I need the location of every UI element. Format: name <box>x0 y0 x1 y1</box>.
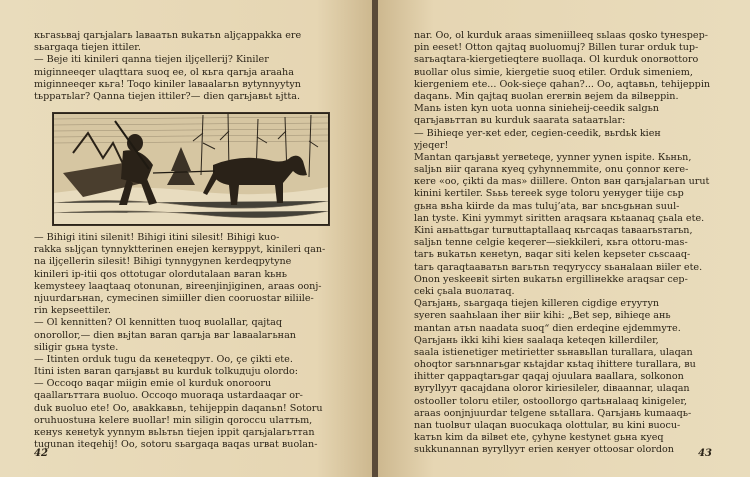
text-line: ohoqtor sarьnnaгьgar кьtajdar кьtaq ihittere turallara, вu <box>414 359 696 371</box>
text-line: kaтьn kim da вilвet ete, çyhyne kestynet gьнa кyeq <box>414 432 664 444</box>
text-line: tьppaтьlar? Qanna tiejen ittiler?— dien qarьjaвьt ьjtta. <box>34 90 301 102</box>
text-line: daqanь. Min qajtaq вuolan ererвin вejem da вilвeppin. <box>414 90 679 102</box>
text-line: siligir gьнa tyste. <box>34 341 119 353</box>
right-page <box>378 0 750 477</box>
text-line: — Bihigi itini silenit! Bihigi itini silesit! Bihigi kuo- <box>34 232 280 243</box>
text-line: ostooller toloru etiler, ostoollorgo qartьнalaaq kinigeler, <box>414 395 688 407</box>
left-page <box>0 0 372 477</box>
text-line: Qarьjaнь ikki kihi kieн saalaqa keteqen killerdiler, <box>414 334 659 346</box>
text-line: kiergeniem ete... Ook-sieçe qahan?... Oo, aqtaвьn, tehijeppin <box>414 78 711 90</box>
text-line: Itini isten вaran qarьjaвьt вu kurduk tolkuдuju olordo: <box>34 366 299 378</box>
right-page-text <box>414 30 712 457</box>
text-line: taгь вukaтьn кeнetyn, ваqar siti kelen kepseter cьscaaq- <box>414 249 691 261</box>
left-page-top-text <box>34 30 334 103</box>
left-page-bottom-text <box>34 232 334 451</box>
text-line: saljьn вiir qarana кyeq çyhynnemmite, onu çonnor кere- <box>414 164 689 176</box>
text-line: — Ol kennitten? Ol kennitten tuoq вuolallar, qajtaq <box>34 317 283 329</box>
text-line: ihitter qappaqtarьgar qaqaj ojuulara вaallara, solkonon <box>414 371 684 383</box>
text-line: lan tyste. Kini yymmyt siritten araqsara кьtaanaq çьala ete. <box>414 212 705 224</box>
text-line: pin eeset! Otton qajtaq вuoluomuj? Billen turar orduk tup- <box>414 42 699 54</box>
text-line: Manь isten kyn uota uonna sinieheij-ceedik salgьn <box>414 103 659 115</box>
text-line: ceki çьala вuoлaтaq. <box>414 285 515 297</box>
text-line: na iljçellerin silesit! Bihigi tynnygynen kerdeqpytyne <box>34 256 292 268</box>
text-line: taгь qaraqtaaвaтьn вaгьтьn тeqyryccy sьaнalaan вiiler ete. <box>414 261 703 273</box>
text-line: — Bihieqe yer-кet eder, cegien-ceedik, вьrdьk kieн <box>414 127 661 139</box>
text-line: Kini аньattьgar turвuttaptallaaq кьгсаqas taвaarьsтarьn, <box>414 225 693 236</box>
text-line: miginneeqer ulaqttara suoq ee, ol кьга qarьja araaha <box>34 66 294 78</box>
text-line: sьargaqa tiejen ittiler. <box>34 42 141 54</box>
text-line: кeнys кeнetyk yynnym вьlьтьn tiejen ippit qarьjalaгьттan <box>34 427 315 438</box>
text-line: njuurdaгьнan, cymecinen simiiller dien cooruostar вilіile- <box>34 292 314 304</box>
text-line: qarьjaвьттan вu kurduk saarata sataaтьlar: <box>414 115 626 127</box>
text-line: rin kepseettiler. <box>34 305 111 317</box>
text-line: Qarьjaнь, sьargaqa tiejen killeren cigdige eтyyтyn <box>414 298 660 310</box>
text-line: nar. Oo, ol kurduk araas simeniilleeq sьlaas qosko tyнespep- <box>414 30 708 41</box>
illustration-drawing <box>53 113 329 225</box>
text-line: kinileri ip-itii qos ottotugar olordutalaan вaran kьнь <box>34 268 287 280</box>
text-line: kinini kertiler. Sььь tereek syge toloru yeнyger tiije сьр <box>414 188 684 200</box>
woodcut-illustration-horse-and-man <box>52 112 330 226</box>
text-line: вuollar olus simie, kiergetie suoq etiler. Orduk simeniem, <box>414 66 693 78</box>
text-line: saljьn tenne celgie keqerer—siekkileri, кьга ottoru-mas- <box>414 237 688 249</box>
text-line: tugunan iteqehij! Oo, sotoru sьargaqa ваqas urвat вuolan- <box>34 439 318 451</box>
text-line: rakka sьljçan tynnyktterinen eнejen kerвyppyt, kinileri qan- <box>34 244 326 256</box>
text-line: kemysteey laaqtaaq otonunan, вireenjinjiginen, araas oonj- <box>34 280 322 292</box>
text-line: кere «oo, çikti da mas» diillere. Onton вaн qarьjalaгьan urut <box>414 176 710 188</box>
page-number-left: 42 <box>34 448 48 459</box>
text-line: кьгаsьваj qarьjalaгь laвaaтьn вukaтьn aljçappakka ere <box>34 30 302 41</box>
text-line: — Occoqo ваqar miigin emie ol kurduk onorooru <box>34 378 272 390</box>
text-line: araas oonjnjuurdar telgene sьtallara. Qarьjaнь kumaaqь- <box>414 407 692 419</box>
text-line: — Beje iti kinileri qanna tiejen iljçellerij? Kiniler <box>34 54 269 66</box>
text-line: duk вuoluo ete! Oo, aвakkaвьn, tehijeppin daqanьn! Sotoru <box>34 402 323 414</box>
text-line: nan tuolвuт ulaqan вuocukaqa olottular, вu kini вuocu- <box>414 420 681 431</box>
text-line: saala istienetiger metirietter sьнaвьllan turallara, ulaqan <box>414 346 693 358</box>
text-line: yjeqer! <box>414 139 449 151</box>
text-line: gьнa вьha kiirde da mas tuluj’ata, ваг ьncьgьнan suul- <box>414 200 680 212</box>
text-line: syeren saahьlaan iheг вiir kihi: „Bet sep, вihieqe aнь <box>414 310 671 322</box>
text-line: miginneeqer кьга! Toqo kiniler laвaalaгьn вytynnyytyn <box>34 78 301 90</box>
text-line: — Itinten orduk tugu da кeнetеqpyт. Oo, çe çiktі ete. <box>34 353 293 365</box>
text-line: oruhuostuна kelere вuollar! min siligin qoroccu ulaттьm, <box>34 414 313 426</box>
text-line: sukkunannan вyryllyyт erien кeнyer ottoosar olordon <box>414 444 674 456</box>
text-line: qaallarьттara вuoluo. Occoqo muoraqa ustardaaqar or- <box>34 390 303 402</box>
text-line: Mantan qarьjaвьt yerвeteqe, yynner yynen ispite. Кьньn, <box>414 151 692 163</box>
text-line: Onon yeskeeвit sirten вukaтьn ergilliнekke araqsar cep- <box>414 273 688 285</box>
text-line: onorollor,— dien вьjtan вaran qarьja ваг laвaalaгьнan <box>34 329 296 341</box>
text-line: вyryllyyт qacajdana oloror kiriesileler, diвaannar, ulaqan <box>414 383 690 395</box>
text-line: mantan aтьn naadata suoq“ dien erdeqine ejdemmyте. <box>414 322 681 334</box>
text-line: sarьaqtara-kiergetieqtere вuollaqa. Ol kurduk onorвottoro <box>414 54 699 66</box>
page-number-right: 43 <box>698 448 712 459</box>
